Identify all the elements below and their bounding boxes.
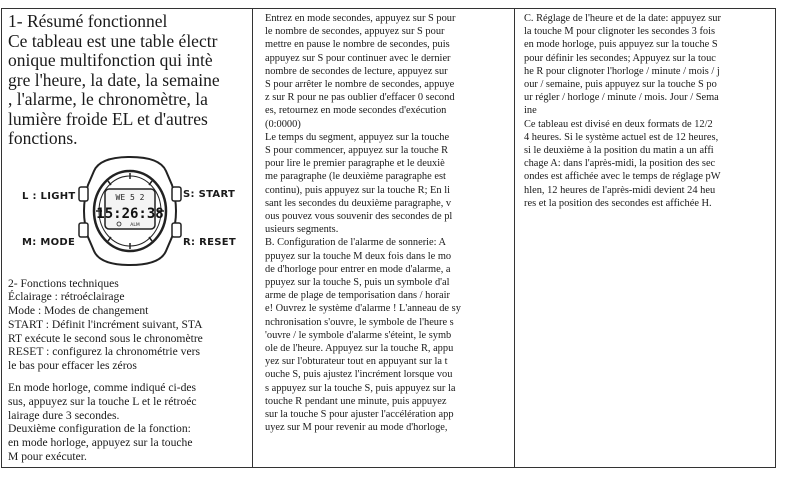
- technical-functions: 2- Fonctions techniques Éclairage : rétroéclairage Mode : Modes de changement START : Définit l'incrément suivant, STA RT exécute le second sous le chronomètre RESET : configurez la chronométrie vers le bas pour effacer les zéros: [8, 276, 203, 373]
- column-divider: [252, 8, 253, 468]
- light-button-shape: [79, 187, 88, 201]
- watch-illustration: [8, 151, 250, 271]
- start-button-shape: [172, 187, 181, 201]
- mode-button-shape: [79, 223, 88, 237]
- seconds-alarm-text: Entrez en mode secondes, appuyez sur S pour le nombre de secondes, appuyez sur S pour mettre en pause le nombre de secondes, puis appuyez sur S pour continuer avec le dernier nombre de secondes de lecture, appuyez sur S pour arrêter le nombre de secondes, appuye z sur R pour ne pas oublier d'effacer 0 second es, retournez en mode secondes d'exécution (0:0000) Le temps du segment, appuyez sur la touche S pour commencer, appuyez sur la touche R pour lire le premier paragraphe et le deuxiè me paragraphe (le deuxième paragraphe est continu), puis appuyez sur la touche R; En li sant les secondes du deuxième paragraphe, v ous pouvez vous souvenir des secondes de pl usieurs segments. B. Configuration de l'alarme de sonnerie: A ppuyez sur la touche M deux fois dans le mo de d'horloge pour entrer en mode d'alarme, a ppuyez sur la touche S, puis un symbole d'al arme de plage de temporisation dans / horair e! Ouvrez le système d'alarme ! L'anneau de sy nchronisation s'ouvre, le symbole de l'heure s 'ouvre / le symbole d'alarme s'éteint, le symb ole de l'heure. Appuyez sur la touche R, appu yez sur l'obturateur tout en appuyant sur la t ouche S, puis ajustez l'incrément lorsque vou s appuyez sur la touche S, puis appuyez sur la touche R pendant une minute, puis appuyez sur la touche S pour ajuster l'accélération app uyez sur M pour revenir au mode d'horloge,: [265, 13, 461, 434]
- column-divider: [514, 8, 515, 468]
- reset-label: R: RESET: [183, 236, 236, 248]
- start-label: S: START: [183, 188, 236, 200]
- reset-button-shape: [172, 223, 181, 237]
- clock-mode-text: En mode horloge, comme indiqué ci-des sus, appuyez sur la touche L et le rétroéc lairage dure 3 secondes. Deuxième configuration de la fonction: en mode horloge, appuyez sur la touche M pour exécuter.: [8, 381, 197, 464]
- column-2: [265, 12, 511, 435]
- functional-summary: 1- Résumé fonctionnel Ce tableau est une table électr onique multifonction qui intè gre l'heure, la date, la semaine , l'alarme, le chronomètre, la lumière froide EL et d'autres fonctions.: [8, 11, 220, 148]
- light-label: L : LIGHT: [22, 190, 76, 202]
- mode-label: M: MODE: [22, 236, 76, 248]
- column-3: [524, 12, 772, 210]
- watch-alm-indicator: ALM: [130, 222, 140, 228]
- watch-top-readout: WE 5 2: [115, 192, 145, 202]
- column-1: [8, 12, 250, 464]
- watch-diagram: [8, 151, 250, 271]
- watch-digits: 15:26:38: [96, 205, 164, 222]
- time-date-setting-text: C. Réglage de l'heure et de la date: appuyez sur la touche M pour clignoter les secondes 3 fois en mode horloge, puis appuyez sur la touche S pour définir les secondes; Appuyez sur la touc he R pour clignoter l'horloge / minute / mois / j our / semaine, puis appuyez sur la touche S po ur régler / horloge / minute / mois. Jour / Sema ine Ce tableau est divisé en deux formats de 12/2 4 heures. Si le système actuel est de 12 heures, si le deuxième à la position du matin a un affi chage A: dans l'après-midi, la position des sec ondes est affichée avec le temps de réglage pW hlen, 12 heures de l'après-midi devient 24 heu res et la position des secondes est affichée H.: [524, 13, 721, 209]
